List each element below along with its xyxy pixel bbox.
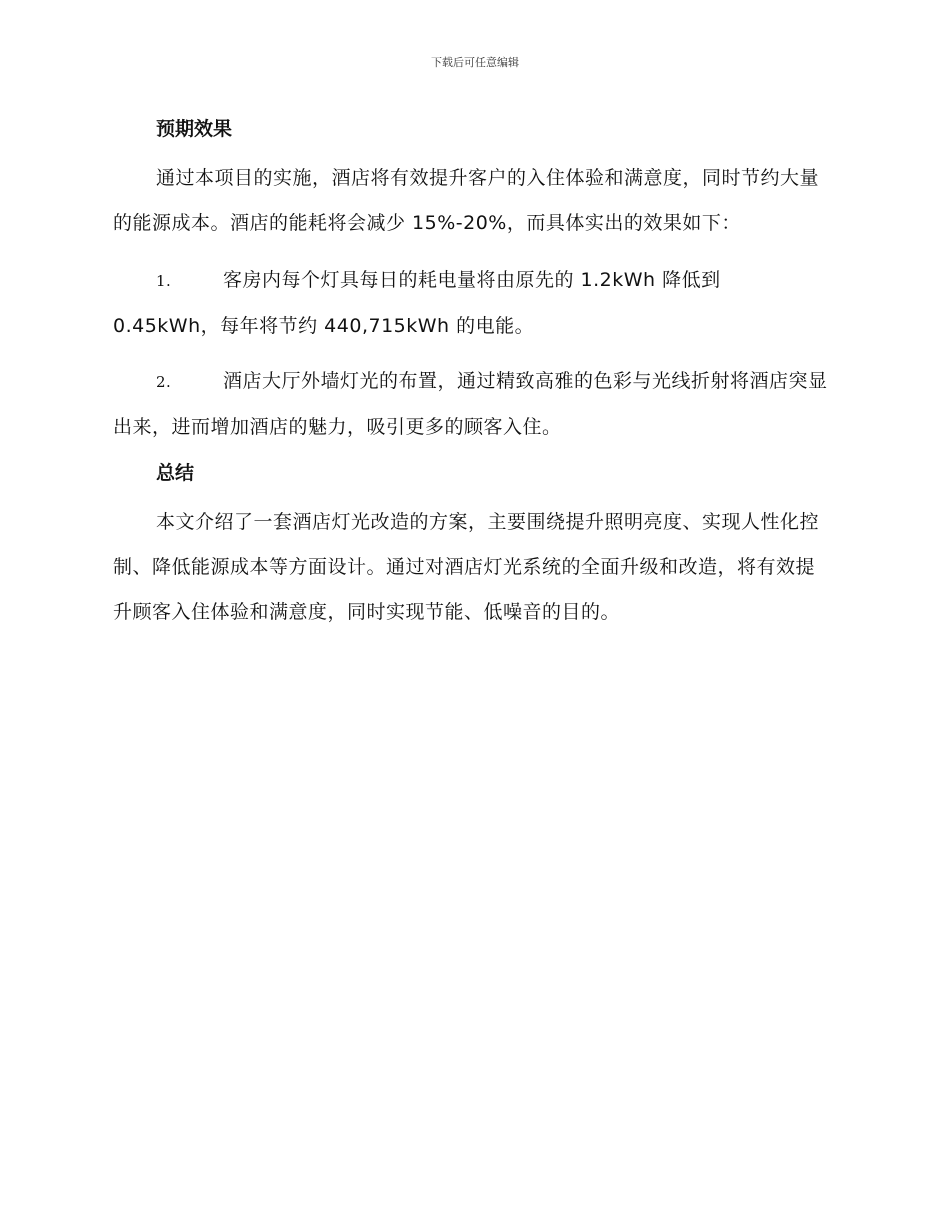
list-item <box>113 258 833 349</box>
summary-paragraph: 本文介绍了一套酒店灯光改造的方案，主要围绕提升照明亮度、实现人性化控制、降低能源成本等方面设计。通过对酒店灯光系统的全面升级和改造，将有效提升顾客入住体验和满意度，同时实现节能、低噪音的目的。 <box>113 511 820 623</box>
section-title-summary: 总结 <box>156 462 195 484</box>
list-item-number: 2. <box>156 373 172 391</box>
list-item-text: 客房内每个灯具每日的耗电量将由原先的 1.2kWh 降低到 0.45kWh，每年将节约 440,715kWh 的电能。 <box>113 269 721 337</box>
section-title-expected: 预期效果 <box>156 118 233 140</box>
document-body <box>113 112 833 635</box>
list-item <box>113 359 833 450</box>
list-item-text: 酒店大厅外墙灯光的布置，通过精致高雅的色彩与光线折射将酒店突显出来，进而增加酒店的魅力，吸引更多的顾客入住。 <box>113 370 828 438</box>
header-note: 下载后可任意编辑 <box>431 56 519 69</box>
list-item-number: 1. <box>156 272 172 290</box>
expected-intro-paragraph: 通过本项目的实施，酒店将有效提升客户的入住体验和满意度，同时节约大量的能源成本。酒店的能耗将会减少 15%-20%，而具体实出的效果如下： <box>113 167 820 234</box>
